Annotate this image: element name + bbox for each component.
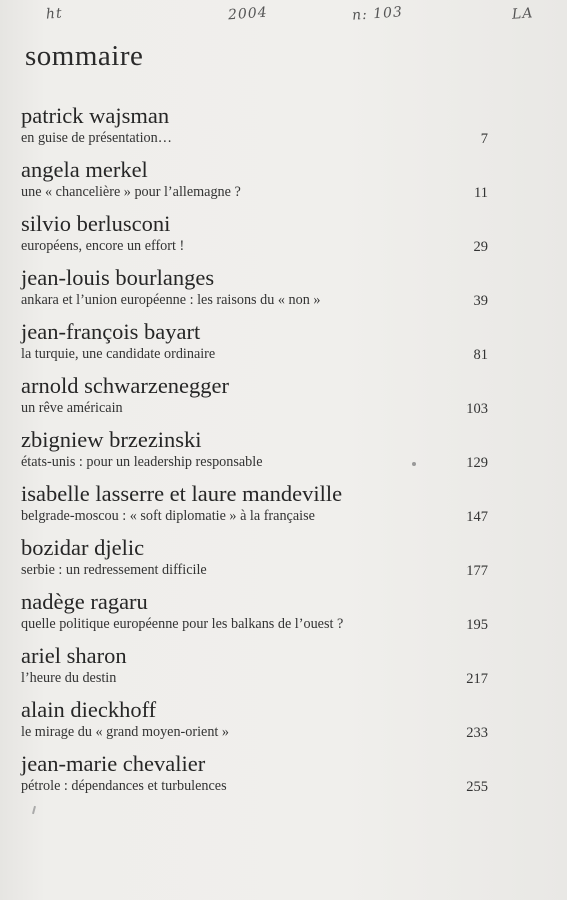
- entry-subtitle: quelle politique européenne pour les balkans de l’ouest ?: [21, 616, 344, 632]
- entry-page-number: 39: [473, 293, 488, 309]
- toc-entry: [21, 697, 491, 751]
- entry-author: silvio berlusconi: [21, 211, 171, 236]
- entry-subtitle: pétrole : dépendances et turbulences: [21, 778, 227, 794]
- entry-page-number: 177: [466, 563, 488, 579]
- entry-page-number: 233: [466, 725, 488, 741]
- entry-author: zbigniew brzezinski: [21, 427, 202, 452]
- toc-entry: [21, 373, 491, 427]
- entry-page-number: 29: [473, 239, 488, 255]
- entry-subtitle: en guise de présentation…: [21, 130, 172, 146]
- handwritten-code: LA: [511, 5, 534, 23]
- entry-subtitle: le mirage du « grand moyen-orient »: [21, 724, 230, 740]
- entry-author: arnold schwarzenegger: [21, 373, 230, 398]
- entry-subtitle: ankara et l’union européenne : les raisons du « non »: [21, 292, 321, 308]
- entry-author: isabelle lasserre et laure mandeville: [21, 481, 343, 506]
- toc-entry: [21, 589, 491, 643]
- entry-page-number: 129: [466, 455, 488, 471]
- entry-subtitle: un rêve américain: [21, 400, 123, 416]
- entry-page-number: 81: [473, 347, 488, 363]
- handwritten-note: ht: [45, 5, 64, 23]
- handwritten-year: 2004: [227, 4, 269, 24]
- entry-subtitle: belgrade-moscou : « soft diplomatie » à la française: [21, 508, 315, 524]
- entry-author: angela merkel: [21, 157, 148, 182]
- entry-author: jean-marie chevalier: [21, 751, 206, 776]
- toc-entry: [21, 211, 491, 265]
- entry-author: nadège ragaru: [21, 589, 148, 614]
- entry-page-number: 195: [466, 617, 488, 633]
- toc-entry: [21, 157, 491, 211]
- toc-entry: [21, 751, 491, 805]
- entry-page-number: 11: [474, 185, 488, 201]
- toc-entry: [21, 319, 491, 373]
- entry-page-number: 217: [466, 671, 488, 687]
- entry-author: bozidar djelic: [21, 535, 145, 560]
- pencil-mark: [32, 806, 36, 814]
- entry-author: jean-louis bourlanges: [21, 265, 215, 290]
- toc-entry: [21, 103, 491, 157]
- entry-page-number: 255: [466, 779, 488, 795]
- page-title: sommaire: [25, 40, 144, 72]
- entry-subtitle: la turquie, une candidate ordinaire: [21, 346, 216, 362]
- ink-speck: [412, 462, 416, 466]
- toc-entry: [21, 427, 491, 481]
- table-of-contents: [21, 103, 491, 805]
- toc-entry: [21, 535, 491, 589]
- entry-page-number: 147: [466, 509, 488, 525]
- entry-author: patrick wajsman: [21, 103, 170, 128]
- entry-author: ariel sharon: [21, 643, 127, 668]
- toc-entry: [21, 265, 491, 319]
- entry-subtitle: l’heure du destin: [21, 670, 117, 686]
- entry-subtitle: serbie : un redressement difficile: [21, 562, 207, 578]
- toc-entry: [21, 481, 491, 535]
- toc-entry: [21, 643, 491, 697]
- handwritten-number: n: 103: [351, 4, 404, 24]
- entry-author: jean-françois bayart: [21, 319, 201, 344]
- entry-author: alain dieckhoff: [21, 697, 157, 722]
- entry-subtitle: européens, encore un effort !: [21, 238, 185, 254]
- entry-subtitle: une « chancelière » pour l’allemagne ?: [21, 184, 241, 200]
- entry-page-number: 7: [480, 131, 488, 147]
- entry-page-number: 103: [466, 401, 488, 417]
- entry-subtitle: états-unis : pour un leadership responsable: [21, 454, 263, 470]
